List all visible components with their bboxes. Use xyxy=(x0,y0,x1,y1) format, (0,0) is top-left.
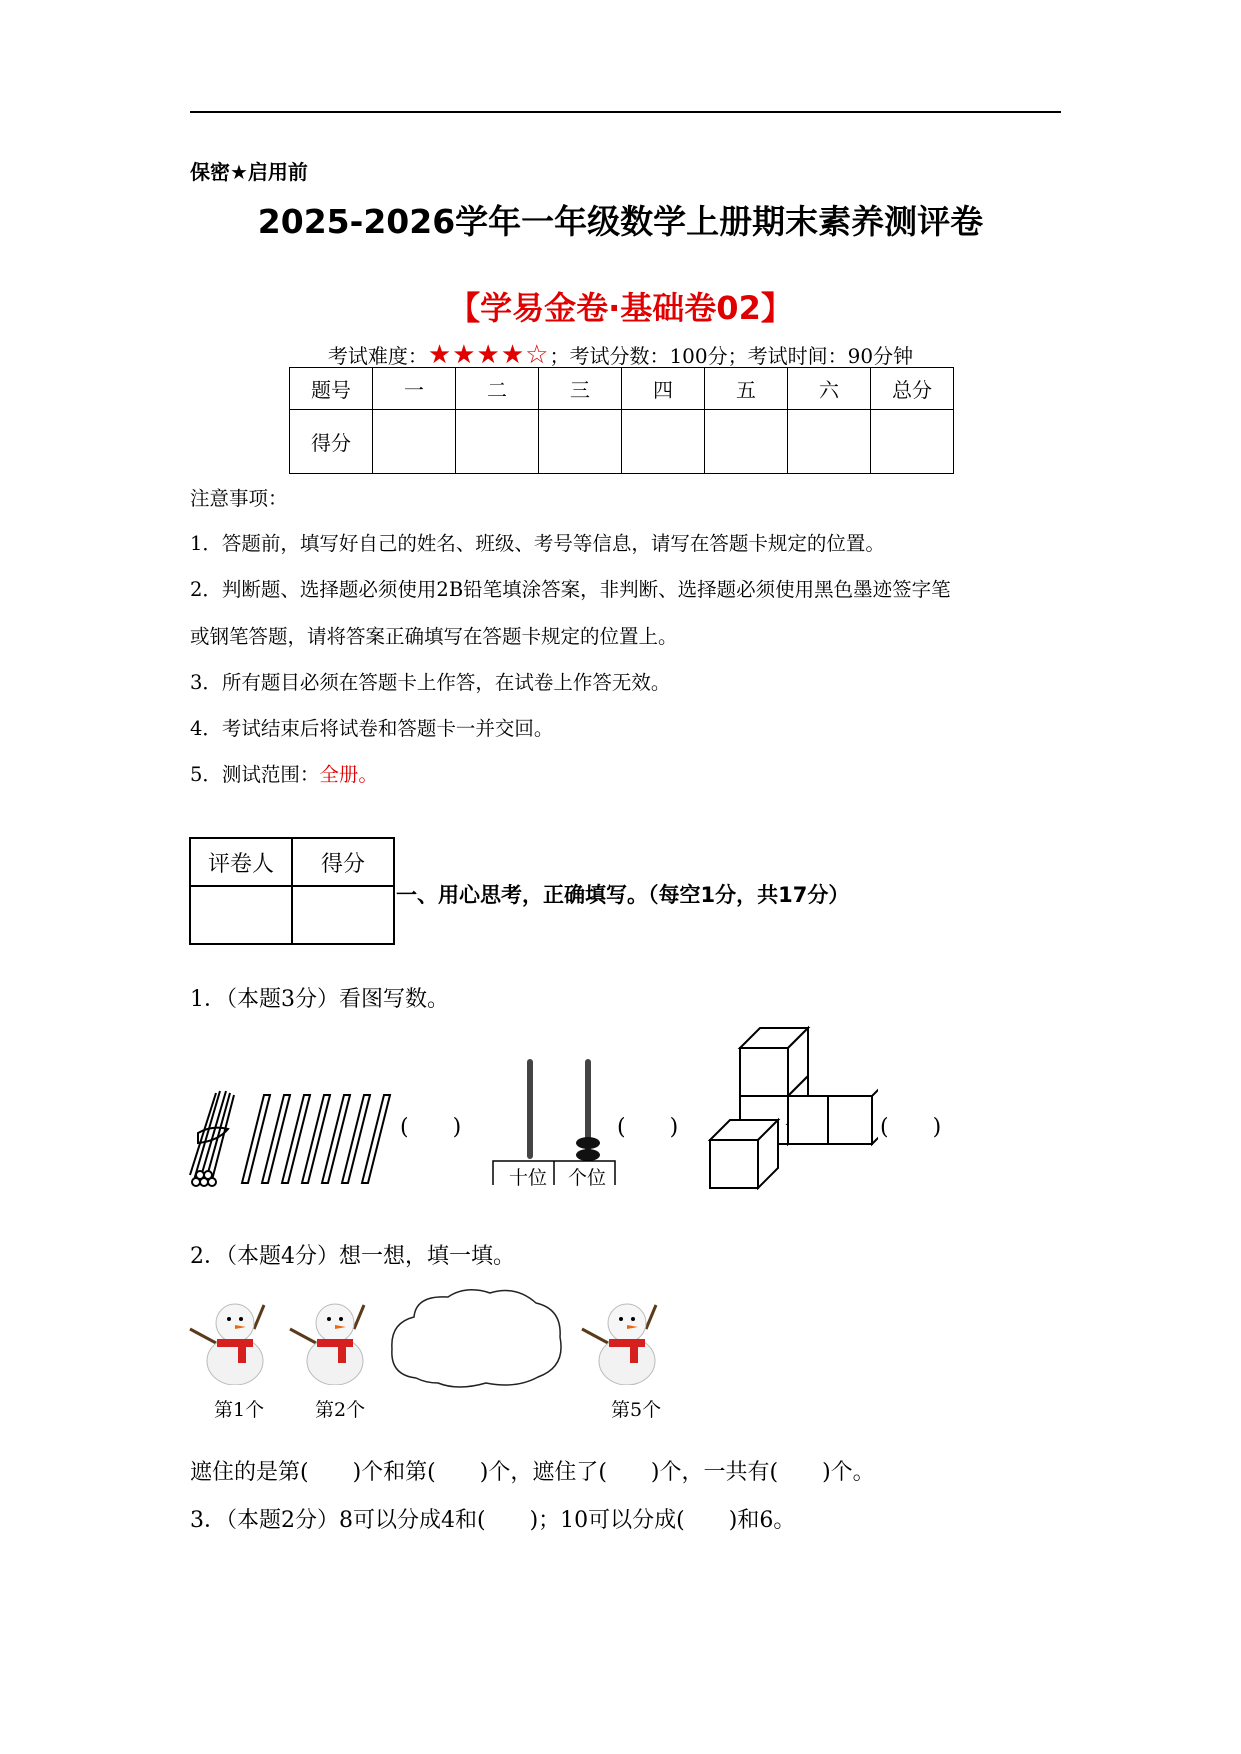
note-item: 3．所有题目必须在答题卡上作答，在试卷上作答无效。 xyxy=(190,671,671,694)
question-3: 3．（本题2分）8可以分成4和( )；10可以分成( )和6。 xyxy=(190,1508,796,1533)
score-blank[interactable] xyxy=(705,410,788,474)
header-rule xyxy=(190,111,1061,113)
score-cell: 总分 xyxy=(871,368,954,410)
answer-blank[interactable]: ( ) xyxy=(400,1115,462,1140)
score-table-score-row xyxy=(290,410,954,474)
ones-label: 个位 xyxy=(567,1167,606,1189)
score-blank[interactable] xyxy=(788,410,871,474)
score-blank[interactable] xyxy=(871,410,954,474)
snowman-icon xyxy=(578,1295,678,1385)
question-1: 1．（本题3分）看图写数。 xyxy=(190,987,449,1012)
score-table-header-row xyxy=(290,368,954,410)
grader-label: 评卷人 xyxy=(190,838,292,886)
note-item: 1．答题前，填写好自己的姓名、班级、考号等信息，请写在答题卡规定的位置。 xyxy=(190,532,885,555)
grader-score-blank[interactable] xyxy=(292,886,394,944)
cloud-icon xyxy=(386,1283,568,1391)
confidential-label: 保密★启用前 xyxy=(190,160,308,184)
cube-stack-icon xyxy=(710,1028,878,1188)
exam-subtitle: 【学易金卷·基础卷02】 xyxy=(448,289,793,327)
grader-blank[interactable] xyxy=(190,886,292,944)
score-blank[interactable] xyxy=(373,410,456,474)
bead-icon xyxy=(576,1149,600,1161)
tens-label: 十位 xyxy=(508,1167,547,1189)
question-2-fill: 遮住的是第( )个和第( )个，遮住了( )个，一共有( )个。 xyxy=(190,1460,875,1485)
score-cell: 题号 xyxy=(290,368,373,410)
note-item: 2．判断题、选择题必须使用2B铅笔填涂答案，非判断、选择题必须使用黑色墨迹签字笔 xyxy=(190,578,951,601)
exam-info xyxy=(0,340,1241,370)
snowman-label: 第2个 xyxy=(315,1399,366,1421)
snowman-label: 第1个 xyxy=(214,1399,265,1421)
bead-icon xyxy=(576,1137,600,1149)
difficulty-label: 考试难度： xyxy=(327,344,428,368)
score-blank[interactable] xyxy=(622,410,705,474)
sticks-picture xyxy=(188,1085,408,1190)
score-cell: 二 xyxy=(456,368,539,410)
note-item: 4．考试结束后将试卷和答题卡一并交回。 xyxy=(190,717,554,740)
score-cell: 六 xyxy=(788,368,871,410)
stick-bundle-icon xyxy=(190,1091,234,1186)
scope-label: 5．测试范围： xyxy=(190,763,320,786)
score-time-info: ；考试分数：100分；考试时间：90分钟 xyxy=(549,344,914,368)
score-cell: 四 xyxy=(622,368,705,410)
answer-blank[interactable]: ( ) xyxy=(617,1115,679,1140)
snowman-icon xyxy=(186,1295,286,1385)
score-cell: 一 xyxy=(373,368,456,410)
note-item-scope xyxy=(190,759,378,787)
tens-rod xyxy=(527,1059,533,1159)
difficulty-stars: ★★★★☆ xyxy=(427,340,550,370)
grader-table xyxy=(189,837,395,945)
score-cell: 三 xyxy=(539,368,622,410)
score-row-label: 得分 xyxy=(290,410,373,474)
score-blank[interactable] xyxy=(539,410,622,474)
exam-title: 2025-2026学年一年级数学上册期末素养测评卷 xyxy=(257,202,984,241)
score-cell: 五 xyxy=(705,368,788,410)
note-item: 或钢笔答题，请将答案正确填写在答题卡规定的位置上。 xyxy=(190,625,678,648)
scope-value: 全册。 xyxy=(319,763,378,786)
grader-score-label: 得分 xyxy=(292,838,394,886)
snowman-icon xyxy=(286,1295,386,1385)
snowman-label: 第5个 xyxy=(611,1399,662,1421)
single-sticks-icon xyxy=(242,1095,390,1183)
answer-blank[interactable]: ( ) xyxy=(880,1115,942,1140)
question-2: 2．（本题4分）想一想，填一填。 xyxy=(190,1244,515,1269)
notes-title: 注意事项： xyxy=(190,487,288,510)
section-heading: 一、用心思考，正确填写。（每空1分，共17分） xyxy=(396,883,850,907)
cubes-picture xyxy=(708,1020,878,1190)
score-table xyxy=(289,367,954,474)
score-blank[interactable] xyxy=(456,410,539,474)
